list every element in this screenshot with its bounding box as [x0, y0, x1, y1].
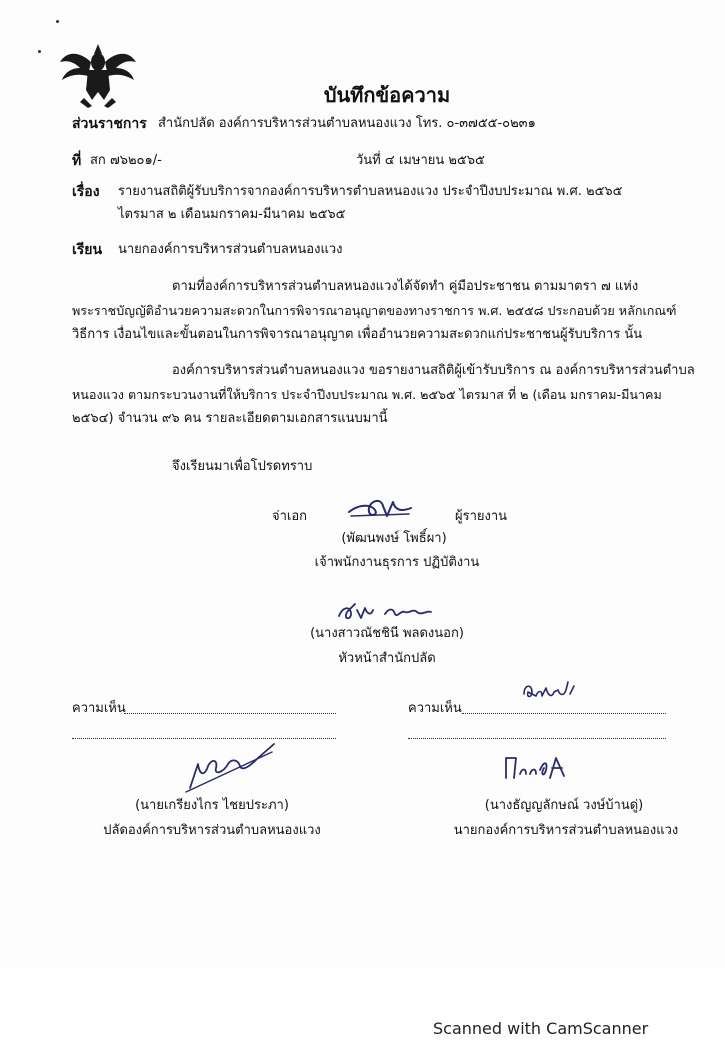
- mayor-position: นายกองค์การบริหารส่วนตำบลหนองแวง: [453, 823, 679, 838]
- left-opinion-line: [124, 713, 336, 714]
- reference-label: ที่: [72, 153, 82, 169]
- reporter-position: เจ้าพนักงานธุรการ ปฏิบัติงาน: [314, 555, 480, 570]
- mayor-name: (นางธัญญลักษณ์ วงษ์บ้านดู่): [484, 798, 644, 813]
- garuda-emblem-icon: [58, 40, 138, 110]
- head-name: (นางสาวณัชชินี พลดงนอก): [310, 626, 464, 641]
- paragraph-1-line-3: วิธีการ เงื่อนไขและขั้นตอนในการพิจารณาอนุญาต เพื่ออำนวยความสะดวกแก่ประชาชนผู้รับบริการ นั้น: [72, 327, 643, 342]
- mayor-opinion-handwriting-icon: [520, 676, 580, 706]
- agency-label: ส่วนราชการ: [72, 116, 147, 132]
- head-signature-icon: [335, 600, 435, 624]
- deputy-position: ปลัดองค์การบริหารส่วนตำบลหนองแวง: [103, 823, 321, 838]
- reporter-name: (พัฒนพงษ์ โพธิ์ผา): [341, 531, 447, 546]
- subject-line-2: ไตรมาส ๒ เดือนมกราคม-มีนาคม ๒๕๖๕: [118, 207, 346, 222]
- right-opinion-label: ความเห็น: [408, 701, 462, 716]
- closing-line: จึงเรียนมาเพื่อโปรดทราบ: [172, 459, 313, 474]
- document-date: วันที่ ๔ เมษายน ๒๕๖๕: [356, 153, 485, 168]
- page-title: บันทึกข้อความ: [323, 83, 451, 107]
- right-opinion-line-2: [408, 738, 666, 739]
- reporter-rank: จ่าเอก: [272, 509, 308, 524]
- recipient-value: นายกองค์การบริหารส่วนตำบลหนองแวง: [118, 242, 343, 257]
- head-position: หัวหน้าสำนักปลัด: [338, 651, 436, 666]
- right-opinion-line: [462, 713, 666, 714]
- reporter-signature-icon: [345, 494, 415, 522]
- paragraph-2-line-3: ๒๕๖๔) จำนวน ๙๖ คน รายละเอียดตามเอกสารแนบมานี้: [72, 411, 388, 426]
- mayor-signature-icon: [500, 750, 570, 784]
- footer-area: [0, 968, 725, 1060]
- scanner-watermark: Scanned with CamScanner: [433, 1019, 649, 1038]
- reporter-role: ผู้รายงาน: [455, 509, 508, 524]
- scan-speck: [38, 50, 41, 53]
- subject-line-1: รายงานสถิติผู้รับบริการจากองค์การบริหารตำบลหนองแวง ประจำปีงบประมาณ พ.ศ. ๒๕๖๕: [118, 184, 623, 199]
- paragraph-2-line-1: องค์การบริหารส่วนตำบลหนองแวง ขอรายงานสถิติผู้เข้ารับบริการ ณ องค์การบริหารส่วนตำบล: [172, 363, 695, 378]
- recipient-label: เรียน: [72, 242, 103, 258]
- subject-label: เรื่อง: [72, 184, 100, 200]
- deputy-signature-icon: [178, 738, 278, 798]
- paragraph-1-line-2: พระราชบัญญัติอำนวยความสะดวกในการพิจารณาอนุญาตของทางราชการ พ.ศ. ๒๕๕๘ ประกอบด้วย หลักเกณฑ์: [72, 303, 677, 318]
- paragraph-2-line-2: หนองแวง ตามกระบวนงานที่ให้บริการ ประจำปีงบประมาณ พ.ศ. ๒๕๖๕ ไตรมาส ที่ ๒ (เดือน มกราคม-มีนาคม: [72, 387, 662, 402]
- reference-number: สก ๗๖๒๐๑/-: [90, 153, 162, 168]
- left-opinion-label: ความเห็น: [72, 701, 126, 716]
- agency-value: สำนักปลัด องค์การบริหารส่วนตำบลหนองแวง โทร. ๐-๓๗๕๕-๐๒๓๑: [158, 116, 536, 131]
- paragraph-1-line-1: ตามที่องค์การบริหารส่วนตำบลหนองแวงได้จัดทำ คู่มือประชาชน ตามมาตรา ๗ แห่ง: [172, 279, 639, 294]
- deputy-name: (นายเกรียงไกร ไชยประภา): [135, 798, 289, 813]
- scan-speck: [56, 20, 59, 23]
